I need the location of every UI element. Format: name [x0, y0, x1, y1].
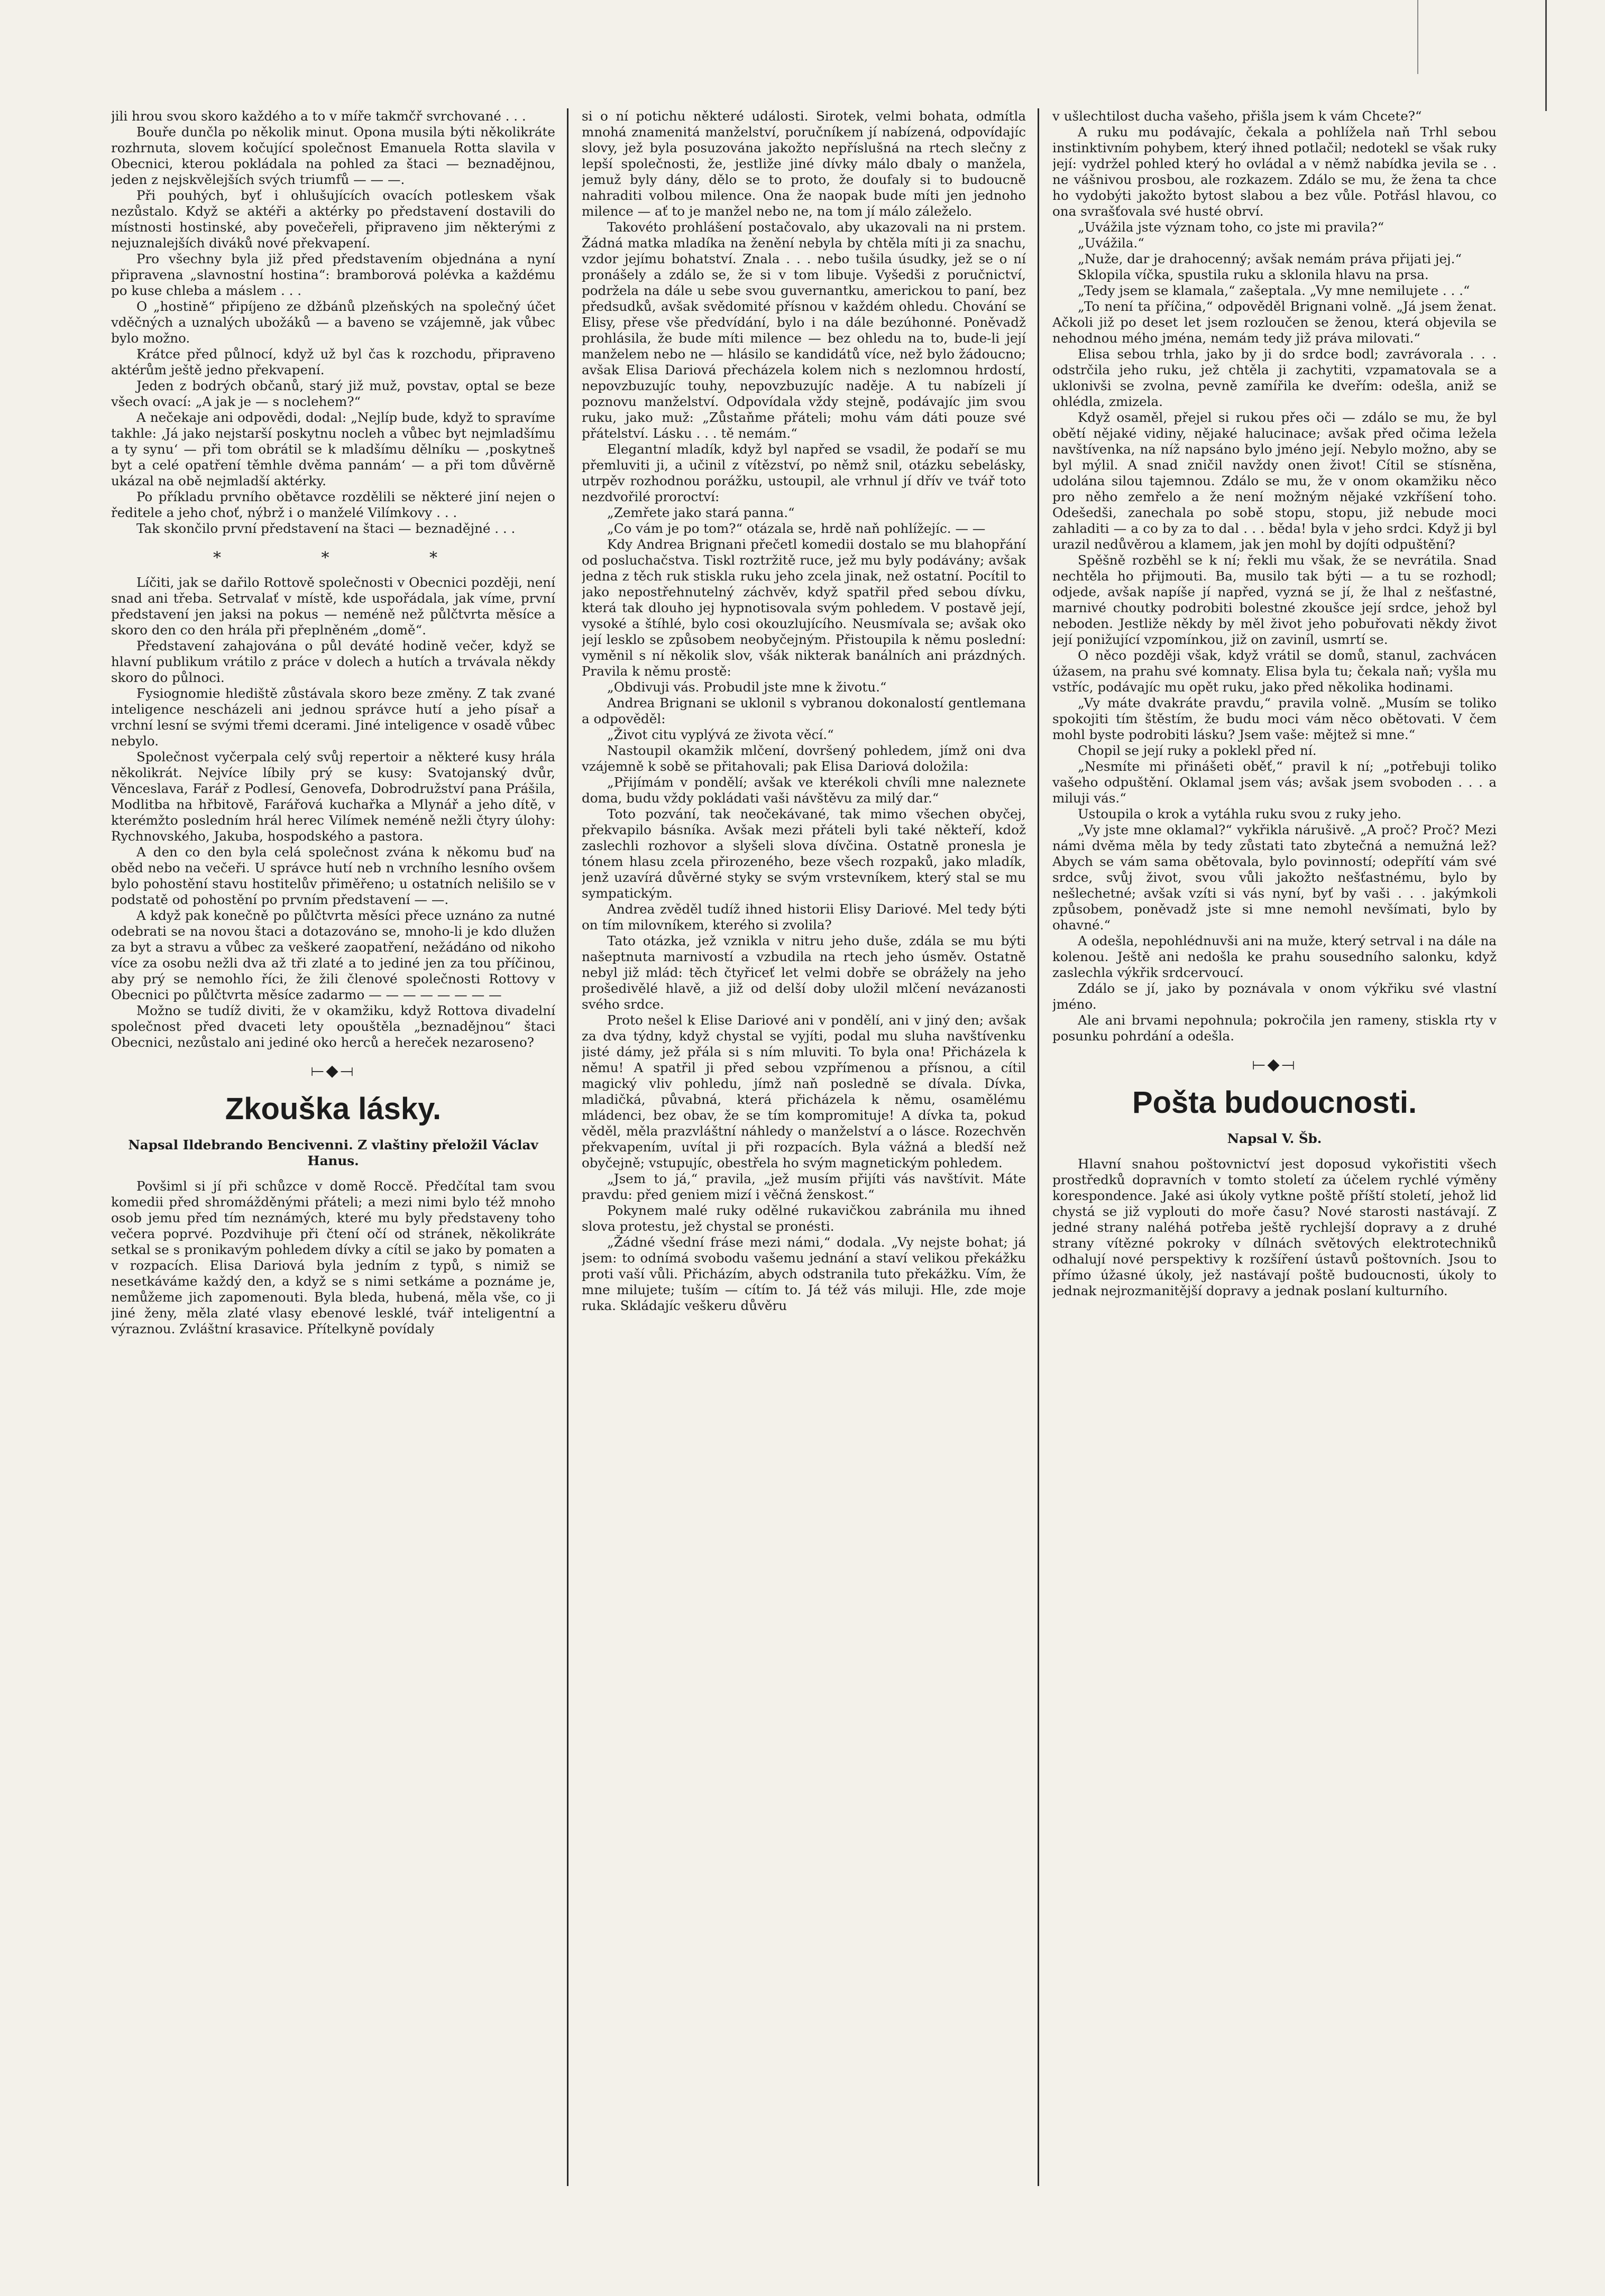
paragraph: „Uvážila jste význam toho, co jste mi pravila?“	[1078, 219, 1384, 235]
paragraph: Bouře dunčla po několik minut. Opona musila býti několikráte rozhrnuta, slovem kočující společnost Emanuela Rotta slavila v Obecnici, kterou pokládala na pohled za štaci — beznadějnou, jeden z nejskvělejších svých triumfů — — —.	[111, 124, 555, 187]
paragraph: Pokynem malé ruky odělné rukavičkou zabránila mu ihned slova protestu, jež chystal se pronésti.	[582, 1203, 1026, 1234]
paragraph: Když osaměl, přejel si rukou přes oči — zdálo se mu, že byl obětí nějaké vidiny, nějaké halucinace; avšak před očima ležela navštívenka, na níž napsáno bylo jméno její. Nebylo možno, aby se byl mýlil. A snad zničil navždy onen život! Cítil se stísněna, udolána silou tajemnou. Zdálo se mu, že v onom okamžiku něco pro něho zemřelo a že není možným nějaké vzkříšení toho. Odešedši, zanechala po sobě stopu, stopu, již nebude moci zahladiti — a co by za to dal . . . běda! byla v jeho srdci. Když ji byl urazil nedůvěrou a klamem, jak jen mohl by dojíti odpuštění?	[1052, 410, 1497, 552]
column-1	[111, 108, 555, 2207]
page-edge-line-faint	[1417, 0, 1418, 74]
paragraph: Elisa sebou trhla, jako by ji do srdce bodl; zavrávorala . . . odstrčila jeho ruku, jež chtěla ji zachytiti, vzpamatovala se a uklonivši se zvolna, pevně zamířila ke dveřím: odešla, aniž se ohlédla, zmizela.	[1052, 346, 1497, 409]
paragraph: „To není ta příčina,“ odpověděl Brignani volně. „Já jsem ženat. Ačkoli již po deset let jsem rozloučen se ženou, která objevila se nehodnou mého jména, nemám tedy již práva milovati.“	[1052, 299, 1497, 346]
paragraph: O něco později však, když vrátil se domů, stanul, zachvácen úžasem, na prahu své komnaty. Elisa byla tu; čekala naň; vyšla mu vstříc, podávajíc mu opět ruku, jako před několika hodinami.	[1052, 648, 1497, 695]
newspaper-page	[111, 108, 1497, 2207]
ornament-divider: ⟝◆⟞	[1252, 1055, 1297, 1074]
column-2	[582, 108, 1026, 2207]
paragraph: Zdálo se jí, jako by poznávala v onom výkřiku své vlastní jméno.	[1052, 981, 1497, 1012]
paragraph: „Jsem to já,“ pravila, „jež musím přijíti vás navštívit. Máte pravdu: před geniem mizí i věčná ženskost.“	[582, 1171, 1026, 1202]
paragraph: A ruku mu podávajíc, čekala a pohlížela naň Trhl sebou instinktivním pohybem, který ihned potlačil; nedotekl se však ruky její: vydržel pohled který ho ovládal a v němž nabídka jevila se . . ne vášnivou prosbou, ale rozkazem. Zdálo se mu, že žena ta chce ho vydobýti jakožto bytost slabou a bez vůle. Potřásl hlavou, co ona svrašťovala své husté obrví.	[1052, 124, 1497, 219]
paragraph: Andrea zvěděl tudíž ihned historii Elisy Dariové. Mel tedy býti on tím milovníkem, kterého si zvolila?	[582, 901, 1026, 933]
col3-text-a	[1052, 108, 1497, 1044]
paragraph: „Tedy jsem se klamala,“ zašeptala. „Vy mne nemilujete . . .“	[1078, 283, 1470, 298]
paragraph: jili hrou svou skoro každého a to v míře takmčř svrchované . . .	[111, 108, 526, 124]
paragraph: Ustoupila o krok a vytáhla ruku svou z ruky jeho.	[1078, 806, 1401, 822]
col1-text-a	[111, 108, 555, 537]
paragraph: Takovéto prohlášení postačovalo, aby ukazovali na ni prstem. Žádná matka mladíka na ženění nebyla by chtěla míti ji za snachu, vzdor jejímu bohatství. Znala . . . nebo tušila úsudky, jež se o ní pronášely a zdálo se, že si v tom libuje. Vyšedši z poručnictví, podržela na dále u sebe svou guvernantku, americkou to paní, bez předsudků, avšak svědomité přísnou v každém ohledu. Chování se Elisy, přese vše předvídání, bylo i na dále bezúhonné. Poněvadž prohlásila, že bude míti milence — bez ohledu na to, bude-li její manželem nebo ne — hlásilo se kandidátů více, než bylo žádoucno; avšak Elisa Dariová přecházela kolem nich s nezlomnou hrdostí, nepovzbuzujíc touhy, nepovzbuzujíc naděje. A tu nabízeli jí poznovu manželství. Odpovídala vždy stejně, podávajíc jim svou ruku, jako muž: „Zůstaňme přáteli; mohu vám dáti pouze své přátelství. Lásku . . . tě nemám.“	[582, 219, 1026, 441]
story-byline: Napsal V. Šb.	[1227, 1131, 1322, 1146]
paragraph: Krátce před půlnocí, když už byl čas k rozchodu, připraveno aktérům ještě jedno překvapení.	[111, 346, 555, 377]
column-3	[1052, 108, 1497, 2207]
paragraph: „Uvážila.“	[1078, 235, 1144, 251]
column-rule-1	[567, 108, 568, 2186]
paragraph: „Život citu vyplývá ze života věcí.“	[607, 727, 834, 742]
paragraph: Fysiognomie hlediště zůstávala skoro beze změny. Z tak zvané inteligence nescházeli ani jednou správce hutí a jeho písař a vrchní lesní se svými třemi dcerami. Jiné inteligence v osadě vůbec nebylo.	[111, 686, 555, 749]
story-byline: Napsal Ildebrando Bencivenni. Z vlaštiny přeložil Václav Hanus.	[128, 1137, 538, 1168]
col1-text-b	[111, 575, 555, 1050]
story-title: Pošta budoucnosti.	[1132, 1085, 1417, 1120]
paragraph: Povšiml si jí při schůzce v domě Roccě. Předčítal tam svou komedii před shromážděnými přáteli; a mezi nimi bylo též mnoho osob jemu před tím neznámých, které mu byly představeny toho večera poprvé. Pozdvihuje při čtení očí od stránek, několikráte setkal se s pronikavým pohledem dívky a cítil se jako by pomaten a v rozpacích. Elisa Dariová byla jedním z typů, s nimiž se nesetkáváme každý den, a když se s nimi setkáme a poznáme je, nemůžeme jich zapomenouti. Byla bleda, hubená, měla vše, co ji jiné ženy, měla zlaté vlasy ebenové lesklé, tvář inteligentní a výraznou. Zvláštní krasavice. Přítelkyně povídaly	[111, 1178, 555, 1336]
paragraph: Společnost vyčerpala celý svůj repertoir a některé kusy hrála několikrát. Nejvíce líbily prý se kusy: Svatojanský dvůr, Věnceslava, Farář z Podlesí, Genovefa, Dobrodružství pana Prášila, Modlitba na hřbitově, Farářová kuchařka a Mlynář a jeho dítě, v kterémžto posledním hrál herec Vilímek neméně nežli čtyry úlohy: Rychnovského, Jakuba, hospodského a pastora.	[111, 749, 555, 844]
paragraph: „Zemřete jako stará panna.“	[607, 505, 795, 520]
paragraph: „Přijímám v pondělí; avšak ve kterékoli chvíli mne naleznete doma, budu vždy pokládati vaši návštěvu za milý dar.“	[582, 774, 1026, 806]
paragraph: Představení zahajována o půl deváté hodině večer, když se hlavní publikum vrátilo z práce v dolech a hutích a trvávala někdy skoro do půlnoci.	[111, 638, 555, 685]
paragraph: Tak skončilo první představení na štaci — beznadějné . . .	[136, 521, 516, 536]
story-title: Zkouška lásky.	[225, 1092, 442, 1126]
paragraph: Jeden z bodrých občanů, starý již muž, povstav, optal se beze všech ovací: „A jak je — s noclehem?“	[111, 378, 555, 409]
paragraph: Proto nešel k Elise Dariové ani v pondělí, ani v jiný den; avšak za dva týdny, když chystal se vyjíti, podal mu sluha navštívenku jisté dámy, jež přála si s ním mluviti. To byla ona! Přicházela k němu! A spatřil ji před sebou vzpřímenou a přísnou, a cítil magický vliv pohledu, jímž naň posledně se dívala. Dívka, mladičká, půvabná, která přicházela k němu, osamělému mládenci, bez obav, že se tím kompromituje! A dívka ta, pokud věděl, měla prazvláštní náhledy o manželství a o lásce. Rozechvěn překvapením, uvítal ji při rozpacích. Byla vážná a bledší než obyčejně; vstupujíc, obestřela ho svým magnetickým pohledem.	[582, 1012, 1026, 1170]
paragraph: „Nesmíte mi přinášeti oběť,“ pravil k ní; „potřebuji toliko vašeho odpuštění. Oklamal jsem vás; avšak jsem svoboden . . . a miluji vás.“	[1052, 759, 1497, 806]
paragraph: A když pak konečně po půlčtvrta měsíci přece uznáno za nutné odebrati se na novou štaci a dotazováno se, mnoho-li je kdo dlužen za byt a stravu a vůbec za veškeré zaopatření, nežádáno od nikoho více za osobu nežli dva až tři zlaté a to jediné jen za tou příčinou, aby prý se nemohlo říci, že žili členové společnosti Rottovy v Obecnici po půlčtvrta měsíce zadarmo — — — — — — — —	[111, 908, 555, 1002]
paragraph: Kdy Andrea Brignani přečetl komedii dostalo se mu blahopřání od posluchačstva. Tiskl roztržitě ruce, jež mu byly podávány; avšak jedna z těch ruk stiskla ruku jeho zcela jinak, než ostatní. Pocítil to jako nepostřehnutelný záchvěv, když spatřil před sebou dívku, která tak dlouho jej hypnotisovala svým pohledem. V postavě její, vysoké a štíhlé, bylo cosi okouzlujícího. Neusmívala se; avšak oko její lesklo se způsobem neobyčejným. Přistoupila k němu poslední: vyměnil s ní několik slov, všák nikterak banálních ani prázdných. Pravila k němu prostě:	[582, 537, 1026, 679]
paragraph: Elegantní mladík, když byl napřed se vsadil, že podaří se mu přemluviti ji, a učinil z vítězství, po němž snil, otázku sebelásky, utrpěv rozhodnou porážku, ustoupil, ale vrhnul jí dřív ve tvář toto nezdvořilé proroctví:	[582, 441, 1026, 504]
paragraph: „Vy jste mne oklamal?“ vykřikla nárušivě. „A proč? Proč? Mezi námi dvěma měla by tedy zůstati tato zbytečná a nemužná lež? Abych se vám sama obětovala, bylo povinností; odepřítí vám své srdce, svůj život, svou vůli jakožto nešťastnému, bylo by nešlechetné; avšak vzíti si vás nyní, byť by vaši . . . jakýmkoli způsobem, poněvadž jste si mne nemohl nevšímati, bylo by ohavné.“	[1052, 822, 1497, 933]
paragraph: Pro všechny byla již před představením objednána a nyní připravena „slavnostní hostina“: bramborová polévka a každému po kuse chleba a máslem . . .	[111, 251, 555, 298]
paragraph: Líčiti, jak se dařilo Rottově společnosti v Obecnici později, není snad ani třeba. Setrvalať v místě, kde uspořádala, jak víme, první představení jen jaksi na pokus — neméně než půlčtvrta měsíce a skoro den co den hrála při přeplněném „domě“.	[111, 575, 555, 638]
paragraph: Možno se tudíž diviti, že v okamžiku, když Rottova divadelní společnost před dvaceti lety opouštěla „beznadějnou“ štaci Obecnici, nezůstalo ani jediné oko herců a hereček nezaroseno?	[111, 1003, 555, 1050]
paragraph: A den co den byla celá společnost zvána k někomu buď na oběd nebo na večeři. U správce hutí neb n vrchního lesního ovšem bylo pohostění stavu hostitelův přiměřeno; u ostatních nelišilo se v podstatě od pohostění po prvním představení — —.	[111, 844, 555, 907]
col3-text-b	[1052, 1156, 1497, 1299]
paragraph: Ale ani brvami nepohnula; pokročila jen rameny, stiskla rty v posunku pohrdání a odešla.	[1052, 1012, 1497, 1044]
ornament-divider: ⟝◆⟞	[310, 1062, 356, 1080]
paragraph: „Žádné všední fráse mezi námi,“ dodala. „Vy nejste bohat; já jsem: to odnímá svobodu vašemu jednání a staví velikou překážku proti vaší vůli. Přicházím, abych odstranila tuto překážku. Vím, že mne milujete; tuším — cítím to. Já též vás miluji. Hle, zde moje ruka. Skládajíc veškeru důvěru	[582, 1234, 1026, 1313]
paragraph: Spěšně rozběhl se k ní; řekli mu však, že se nevrátila. Snad nechtěla ho přijmouti. Ba, musilo tak býti — a tu se rozhodl; odjede, avšak napíše jí napřed, vyzná se jí, že lhal z nešťastné, marnivé choutky podrobiti bolestné zkoušce její srdce, jehož byl neboden. Jestliže někdy by měl život jeho pobuřovati někdy život její ponižující vzpomínkou, již on zaviníl, usmrtí se.	[1052, 552, 1497, 647]
paragraph: „Co vám je po tom?“ otázala se, hrdě naň pohlížejíc. — —	[607, 521, 986, 536]
paragraph: si o ní potichu některé události. Sirotek, velmi bohata, odmítla mnohá znamenitá manželství, poručníkem jí nabízená, odpovídajíc slovy, jež byla posuzována jakožto nepříslušná na rtech slečny z lepší společnosti, že, jestliže jiné dívky málo dbaly o manžela, jemuž byly dány, dělo se to proto, že doufaly si to budoucně nahraditi volbou milence. Ona že naopak bude míti jen jednoho milence — ať to je manžel nebo ne, na tom jí málo záleželo.	[582, 108, 1026, 219]
paragraph: Po příkladu prvního obětavce rozdělili se některé jiní nejen o ředitele a jeho choť, nýbrž i o manželé Vilímkovy . . .	[111, 489, 555, 520]
paragraph: A odešla, nepohlédnuvši ani na muže, který setrval i na dále na kolenou. Ještě ani nedošla ke prahu sousedního salonku, když zaslechla výkřik srdcervoucí.	[1052, 933, 1497, 980]
paragraph: Sklopila víčka, spustila ruku a sklonila hlavu na prsa.	[1078, 267, 1429, 282]
section-divider-stars: * * *	[213, 549, 485, 567]
paragraph: Chopil se její ruky a poklekl před ní.	[1078, 743, 1317, 758]
paragraph: „Obdivuji vás. Probudil jste mne k životu.“	[607, 679, 887, 695]
page-edge-line	[1545, 0, 1547, 111]
paragraph: A nečekaje ani odpovědi, dodal: „Nejlíp bude, když to spravíme takhle: ‚Já jako nejstarší poskytnu nocleh a vůbec byt nejmladšímu a ty synu‘ — při tom obrátil se k mladšímu dělníku — ‚poskytneš byt a celé opatření těmhle dvěma pannám‘ — a při tom důvěrně ukázal na obě nejmladší aktérky.	[111, 410, 555, 488]
paragraph: O „hostině“ připíjeno ze džbánů plzeňských na společný účet vděčných a uznalých ubožáků — a baveno se vzájemně, jak vůbec bylo možno.	[111, 299, 555, 346]
paragraph: Andrea Brignani se uklonil s vybranou dokonalostí gentlemana a odpověděl:	[582, 695, 1026, 726]
paragraph: „Nuže, dar je drahocenný; avšak nemám práva přijati jej.“	[1078, 251, 1462, 266]
paragraph: Hlavní snahou poštovnictví jest doposud vykořistiti všech prostředků dopravních v tomto století za účelem rychlé výměny korespondence. Jaké asi úkoly vytkne poště příští století, jehož lid chystá se již vyplouti do moře času? Nové starosti nastávají. Z jedné strany naléhá potřeba ještě rychlejší dopravy a z druhé strany vítězné pokroky v dílnách světových elektrotechniků odhalují nové perspektivy k rozšíření ústavů poštovních. Jsou to přímo úžasné úkoly, jež nastávají poště budoucnosti, úkoly to jednak nejrozmanitější dopravy a jednak poslaní kulturního.	[1052, 1156, 1497, 1298]
paragraph: v ušlechtilost ducha vašeho, přišla jsem k vám Chcete?“	[1052, 108, 1422, 124]
col1-text-c	[111, 1178, 555, 1337]
paragraph: Při pouhých, byť i ohlušujících ovacích potleskem však nezůstalo. Když se aktéři a aktérky po představení dostavili do místnosti hostinské, aby povečeřeli, připraveno jim některými z nejuznalejších diváků nové překvapení.	[111, 188, 555, 251]
column-rule-2	[1038, 108, 1039, 2186]
paragraph: Nastoupil okamžik mlčení, dovršený pohledem, jímž oni dva vzájemně k sobě se přitahovali; pak Elisa Dariová doložila:	[582, 743, 1026, 774]
paragraph: Tato otázka, jež vznikla v nitru jeho duše, zdála se mu býti našeptnuta marnivostí a vzbudila na rtech jeho úsměv. Ostatně nebyl již mlád: těch čtyřiceť let velmi dobře se obrážely na jeho prošedivělé hlavě, a již od delší doby uložil mlčení nevázanosti svého srdce.	[582, 933, 1026, 1012]
paragraph: „Vy máte dvakráte pravdu,“ pravila volně. „Musím se toliko spokojiti tím štěstím, že budu moci vám něco obětovati. V čem mohl byste podrobiti lásku? Jsem vaše: mějtež si mne.“	[1052, 695, 1497, 742]
paragraph: Toto pozvání, tak neočekávané, tak mimo všechen obyčej, překvapilo básníka. Avšak mezi přáteli byli také někteří, kdož zaslechli rozhovor a slyšeli slova dívčina. Ostatně pronesla je tónem hlasu zcela přirozeného, beze všech rozpaků, jako mladík, jenž uzavírá důvěrné styky se svým vrstevníkem, který stal se mu sympatickým.	[582, 806, 1026, 901]
